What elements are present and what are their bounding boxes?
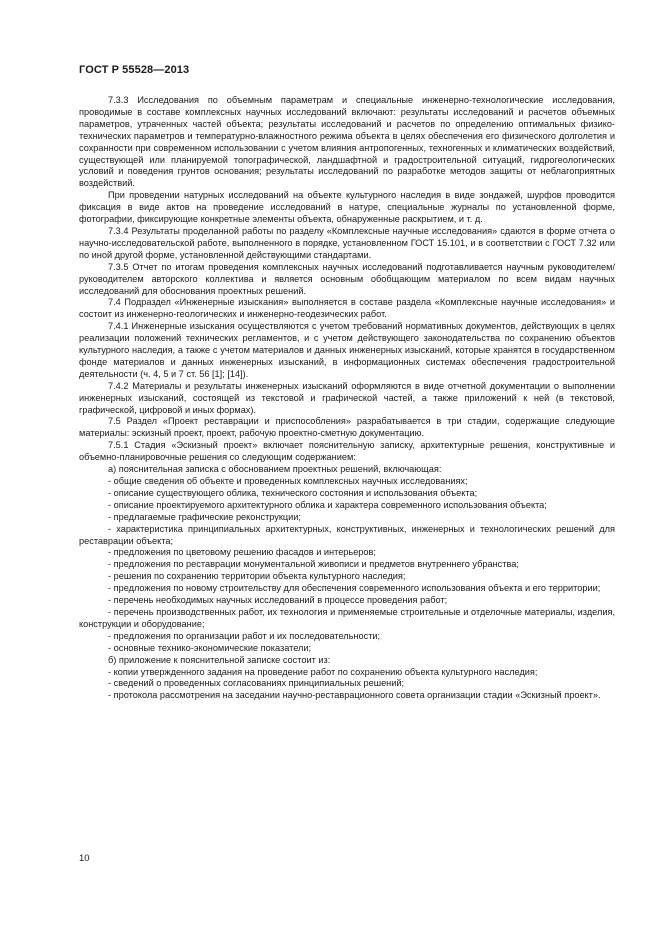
- list-item: - перечень необходимых научных исследований в процессе проведения работ;: [108, 595, 448, 606]
- list-item: - описание существующего облика, технического состояния и использования объекта;: [108, 487, 478, 498]
- document-body: [79, 95, 615, 702]
- paragraph: 7.4.2 Материалы и результаты инженерных изысканий оформляются в виде отчетной документации о выполнении инженерных изысканий, состоящей из текстовой и графической частей, а также приложений к ней (в текстовой, графической, цифровой и иных формах).: [79, 380, 615, 415]
- list-item: - протокола рассмотрения на заседании научно-реставрационного совета организации стадии «Эскизный проект».: [108, 690, 601, 701]
- paragraph: При проведении натурных исследований на объекте культурного наследия в виде зондажей, шурфов проводится фиксация в виде актов на проведение исследований в натуре, специальные журналы по установленной форме, фотографии, фиксирующие конкретные элементы объекта, обнаруженные раскрытием, и т. д.: [79, 190, 615, 225]
- list-item: - общие сведения об объекте и проведенных комплексных научных исследованиях;: [108, 476, 468, 486]
- standard-title: ГОСТ Р 55528—2013: [79, 64, 190, 76]
- list-heading: а) пояснительная записка с обоснованием проектных решений, включающая:: [108, 464, 442, 475]
- list-item: - описание проектируемого архитектурного облика и характера современного использования объекта;: [108, 499, 547, 510]
- list-item: - копии утвержденного задания на проведение работ по сохранению объекта культурного наследия;: [108, 666, 538, 677]
- list-heading: б) приложение к пояснительной записке состоит из:: [108, 654, 331, 665]
- paragraph: 7.3.5 Отчет по итогам проведения комплексных научных исследований подготавливается научным руководителем/руководителем авторского коллектива и является основным обобщающим материалом по всем видам научных исследований для обоснования проектных решений.: [79, 261, 615, 296]
- list-item: - предлагаемые графические реконструкции;: [108, 511, 301, 522]
- paragraph: 7.3.3 Исследования по объемным параметрам и специальные инженерно-технологические исследования, проводимые в составе комплексных научных исследований включают: результаты исследований и расчетов объемных параметров, утраченных частей объекта; результаты исследований и расчетов по определению оптимальных физико-технических параметров и температурно-влажностного режима объекта в целях обеспечения его физического долголетия и сохранности при современном использовании с учетом влияния антропогенных, техногенных и климатических воздействий, существующей или планируемой топографической, ландшафтной и градостроительной ситуаций, гидрогеологических условий и поведения грунтов основания; результаты исследований по разработке методов защиты от неблагоприятных воздействий.: [79, 95, 615, 189]
- paragraph: 7.5 Раздел «Проект реставрации и приспособления» разрабатывается в три стадии, содержащие следующие материалы: эскизный проект, проект, рабочую проектно-сметную документацию.: [79, 416, 615, 439]
- paragraph: 7.3.4 Результаты проделанной работы по разделу «Комплексные научные исследования» сдаются в форме отчета о научно-исследовательской работе, выполненного в порядке, установленном ГОСТ 15.101, и в соответствии с ГОСТ 7.32 или по иной другой форме, установленной действующими стандартами.: [79, 225, 615, 260]
- list-item: - сведений о проведенных согласованиях принципиальных решений;: [108, 678, 405, 689]
- paragraph: 7.5.1 Стадия «Эскизный проект» включает пояснительную записку, архитектурные решения, конструктивные и объемно-планировочные решения со следующим содержанием:: [79, 440, 615, 463]
- list-item: - характеристика принципиальных архитектурных, конструктивных, инженерных и технологических решений для реставрации объекта;: [79, 523, 615, 546]
- list-item: - перечень производственных работ, их технология и применяемые строительные и отделочные материалы, изделия, конструкции и оборудование;: [79, 606, 615, 629]
- list-item: - предложения по новому строительству для обеспечения современного использования объекта и его территории;: [108, 583, 601, 594]
- list-item: - предложения по реставрации монументальной живописи и предметов внутреннего убранства;: [108, 559, 519, 570]
- list-item: - основные технико-экономические показатели;: [108, 642, 312, 653]
- list-item: - решения по сохранению территории объекта культурного наследия;: [108, 571, 406, 582]
- page-number: 10: [79, 853, 90, 864]
- paragraph: 7.4.1 Инженерные изыскания осуществляются с учетом требований нормативных документов, действующих в целях реализации положений технических регламентов, и с учетом действующего законодательства по сохранению объектов культурного наследия, а также с учетом материалов и данных инженерных изысканий, которые хранятся в государственном фонде материалов и данных инженерных изысканий, в информационных системах обеспечения градостроительной деятельности (ч. 4, 5 и 7 ст. 56 [1]; [14]).: [79, 321, 615, 379]
- paragraph: 7.4 Подраздел «Инженерные изыскания» выполняется в составе раздела «Комплексные научные исследования» и состоит из инженерно-геологических и инженерно-геодезических работ.: [79, 297, 615, 320]
- list-item: - предложения по цветовому решению фасадов и интерьеров;: [108, 547, 376, 558]
- list-item: - предложения по организации работ и их последовательности;: [108, 630, 381, 641]
